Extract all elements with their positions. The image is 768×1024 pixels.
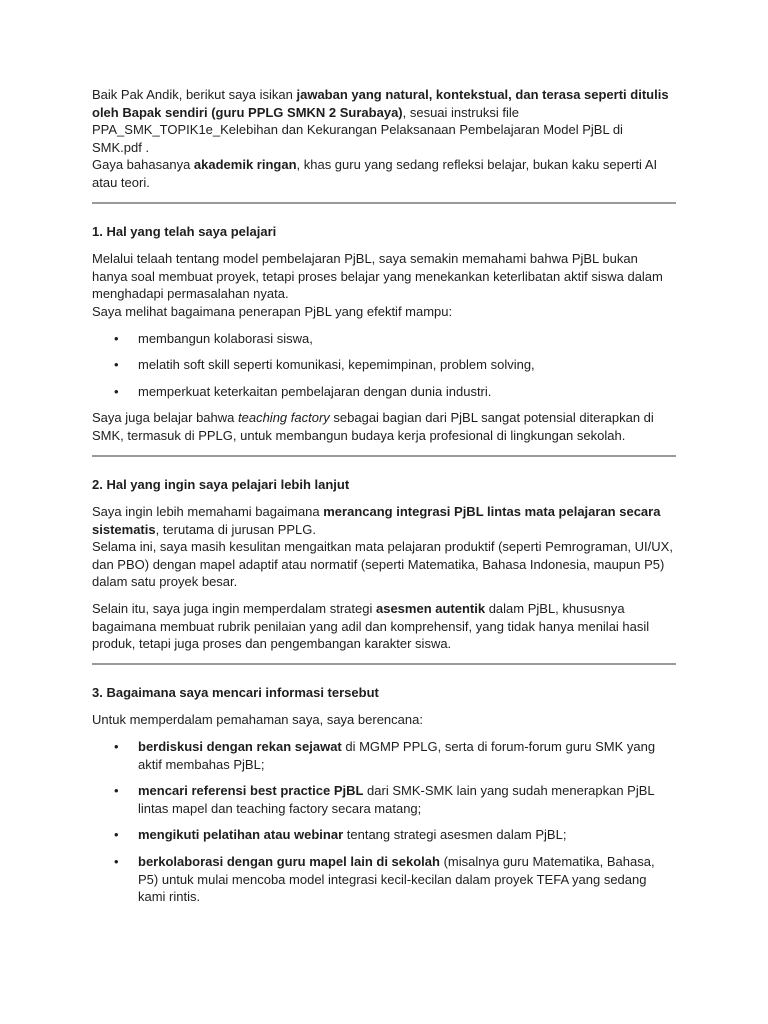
list-item (92, 383, 676, 401)
bullet-icon: • (114, 854, 119, 869)
section1-bullet-list (92, 330, 676, 401)
bullet-icon: • (114, 357, 119, 373)
section1-para2-text: Saya juga belajar bahwa (92, 410, 238, 426)
section1-para2-end: sebagai bagian dari PjBL sangat potensial diterapkan di SMK, termasuk di PPLG, untuk membangun budaya kerja profesional di lingkungan sekolah. (92, 410, 654, 443)
intro-style-bold: akademik ringan (193, 157, 297, 173)
list-item-text: di MGMP PPLG, serta di forum-forum guru SMK yang aktif membahas PjBL; (138, 739, 656, 772)
list-item (92, 356, 676, 374)
section-heading-2: 2. Hal yang ingin saya pelajari lebih lanjut (92, 476, 350, 492)
intro-text-end: , sesuai instruksi file PPA_SMK_TOPIK1e_Kelebihan dan Kekurangan Pelaksanaan Pembelajaran Model PjBL di SMK.pdf . (92, 104, 623, 155)
list-item-text: (misalnya guru Matematika, Bahasa, P5) untuk mulai mencoba model integrasi kecil-kecilan dalam proyek TEFA yang sedang kami rintis. (138, 854, 655, 905)
section-heading-3: 3. Bagaimana saya mencari informasi tersebut (92, 684, 379, 700)
section2-para1-end: , terutama di jurusan PPLG. (155, 521, 317, 537)
section3-bullet-list (92, 738, 676, 906)
section2-para2-bold: asesmen autentik (375, 601, 486, 617)
intro-paragraph (92, 86, 676, 192)
section1-para1b-text: Saya melihat bagaimana penerapan PjBL yang efektif mampu: (92, 303, 453, 319)
section1-paragraph (92, 250, 676, 320)
section2-paragraph-2 (92, 600, 676, 653)
intro-style-text: Gaya bahasanya (92, 157, 194, 173)
section2-para1-bold: merancang integrasi PjBL lintas mata pelajaran secara sistematis (92, 504, 661, 537)
list-item-bold: berkolaborasi dengan guru mapel lain di sekolah (138, 854, 440, 869)
divider (92, 202, 676, 204)
list-item-text: tentang strategi asesmen dalam PjBL; (343, 827, 567, 843)
divider (92, 663, 676, 665)
list-item-text: melatih soft skill seperti komunikasi, kepemimpinan, problem solving, (138, 357, 535, 373)
document-body (92, 86, 676, 915)
list-item-bold: mengikuti pelatihan atau webinar (138, 827, 344, 843)
intro-style-end: , khas guru yang sedang refleksi belajar, bukan kaku seperti AI atau teori. (92, 157, 658, 190)
list-item (92, 853, 676, 906)
list-item-bold: berdiskusi dengan rekan sejawat (138, 739, 342, 755)
section3-paragraph: Untuk memperdalam pemahaman saya, saya berencana: (92, 712, 423, 728)
section2-paragraph (92, 503, 676, 591)
section-heading-1: 1. Hal yang telah saya pelajari (92, 223, 277, 239)
list-item (92, 826, 676, 844)
list-item (92, 782, 676, 817)
list-item (92, 738, 676, 773)
divider (92, 455, 676, 457)
bullet-icon: • (114, 783, 119, 799)
intro-text: Baik Pak Andik, berikut saya isikan (92, 87, 297, 102)
bullet-icon: • (114, 739, 119, 755)
bullet-icon: • (114, 383, 119, 399)
section2-para2-end: dalam PjBL, khususnya bagaimana membuat rubrik penilaian yang adil dan komprehensif, yang tidak hanya menilai hasil produk, tetapi juga proses dan pengembangan karakter siswa. (92, 601, 650, 652)
list-item-text: dari SMK-SMK lain yang sudah menerapkan PjBL lintas mapel dan teaching factory secara matang; (138, 783, 655, 816)
list-item (92, 330, 676, 348)
section2-para1d-text: Selama ini, saya masih kesulitan mengaitkan mata pelajaran produktif (seperti Pemrograman, UI/UX, dan PBO) dengan mapel adaptif atau normatif (seperti Matematika, Bahasa Indonesia, maupun P5) dalam satu proyek besar. (92, 539, 673, 590)
section1-para1-text: Melalui telaah tentang model pembelajaran PjBL, saya semakin memahami bahwa PjBL bukan hanya soal membuat proyek, tetapi proses belajar yang menekankan keterlibatan aktif siswa dalam menghadapi permasalahan nyata. (92, 251, 663, 302)
list-item-bold: mencari referensi best practice PjBL (138, 783, 364, 799)
section2-para2-text: Selain itu, saya juga ingin memperdalam strategi (92, 601, 376, 617)
bullet-icon: • (114, 827, 119, 843)
bullet-icon: • (114, 330, 119, 346)
intro-bold-text: jawaban yang natural, kontekstual, dan terasa seperti ditulis oleh Bapak sendiri (guru PPLG SMKN 2 Surabaya) (92, 87, 669, 120)
list-item-text: membangun kolaborasi siswa, (138, 330, 313, 346)
section1-paragraph-2 (92, 409, 676, 444)
section1-para2-italic: teaching factory (238, 410, 330, 426)
list-item-text: memperkuat keterkaitan pembelajaran dengan dunia industri. (138, 383, 492, 399)
section2-para1-text: Saya ingin lebih memahami bagaimana (92, 504, 324, 520)
